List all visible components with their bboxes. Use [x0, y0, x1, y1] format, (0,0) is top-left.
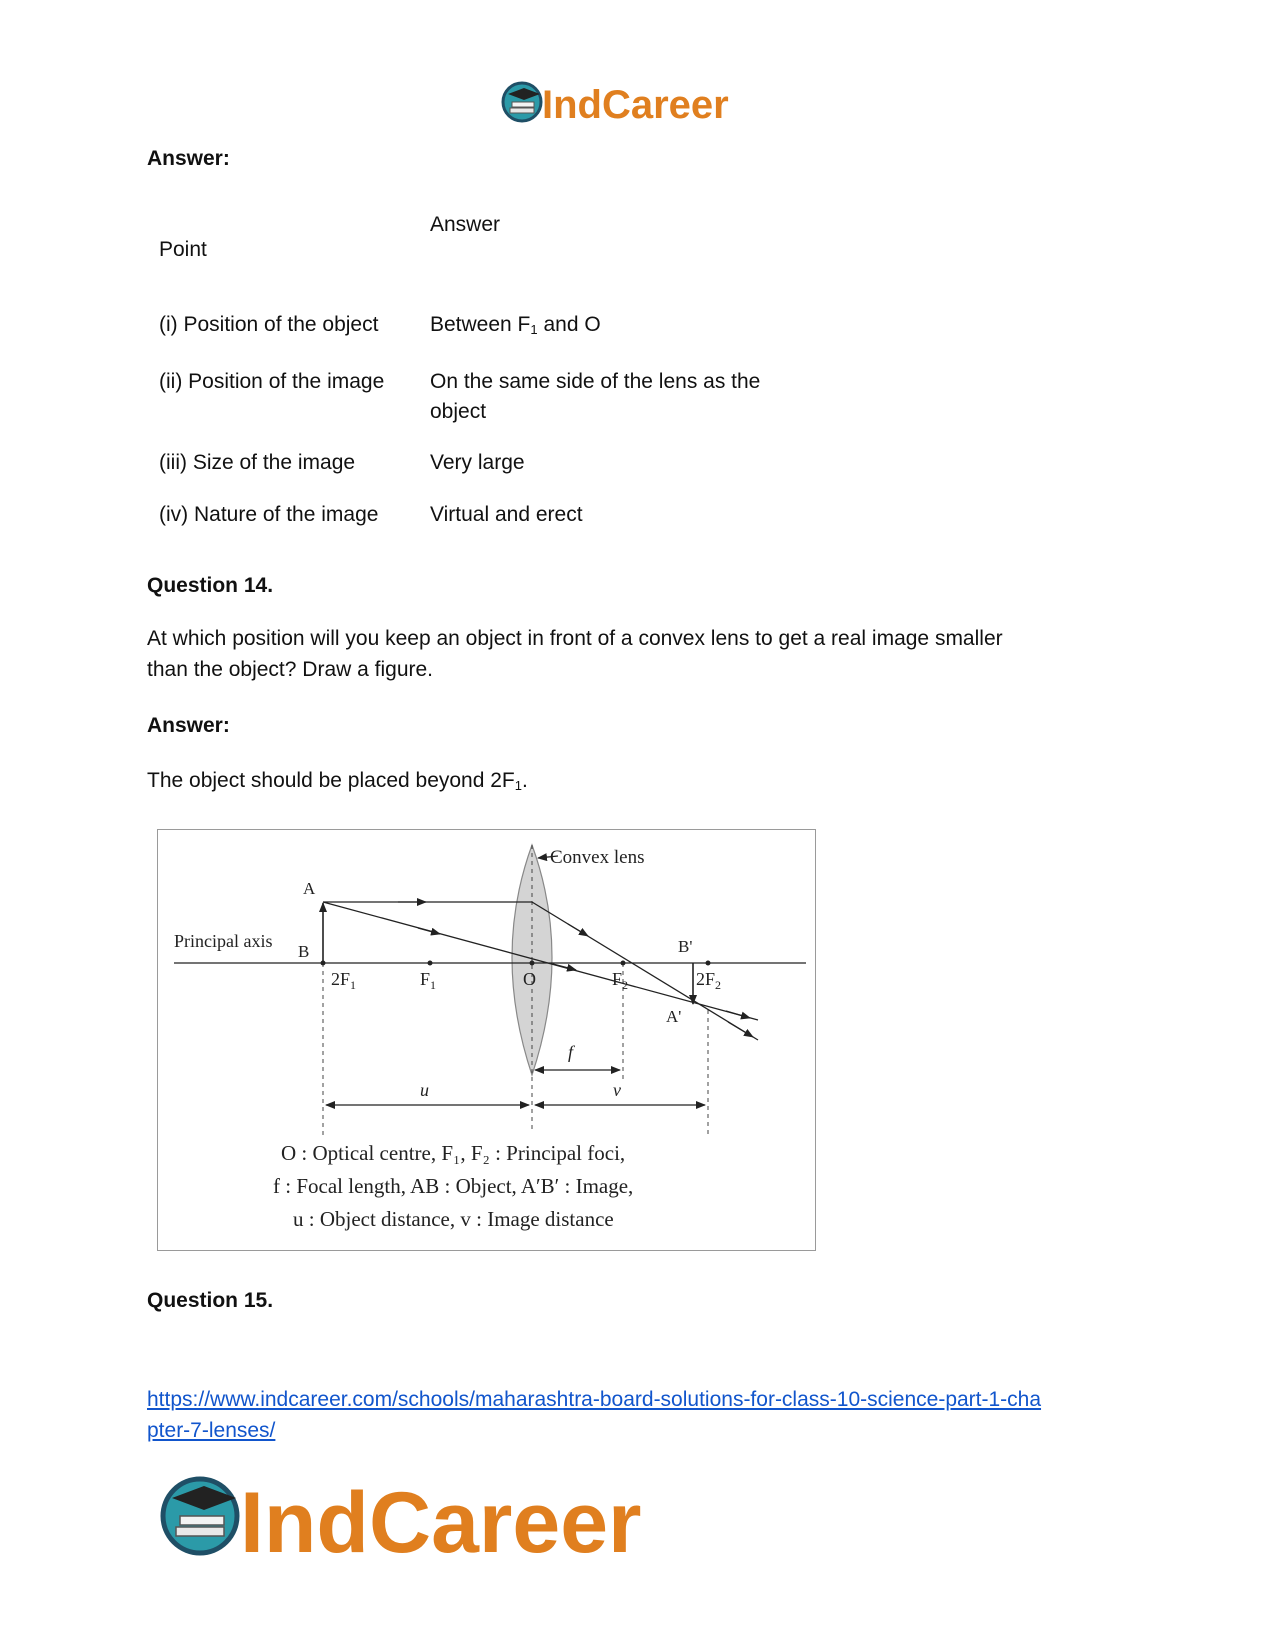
table-row-point: (iv) Nature of the image: [159, 503, 379, 526]
lens-label: Convex lens: [550, 847, 645, 868]
principal-axis-label: Principal axis: [174, 931, 273, 951]
point-b-label: B: [298, 942, 310, 961]
table-row-point: (i) Position of the object: [159, 313, 379, 336]
indcareer-logo-bottom: [160, 1468, 700, 1568]
figure-caption-line3: u : Object distance, v : Image distance: [293, 1207, 614, 1231]
label-o: O: [523, 969, 536, 989]
answer-14-text: The object should be placed beyond $2F_1$.: [147, 769, 528, 793]
table-row-answer: Very large: [430, 451, 525, 474]
label-2f1: $2F_1$: [331, 969, 357, 992]
indcareer-logo-top: [500, 80, 770, 130]
object-distance-label: u: [420, 1080, 429, 1100]
table-row-point: (iii) Size of the image: [159, 451, 356, 474]
table-header-point: Point: [159, 238, 207, 261]
question-14-text-line2: than the object? Draw a figure.: [147, 658, 434, 681]
label-2f2: $2F_2$: [696, 969, 722, 992]
question-14-heading: Question 14.: [147, 574, 274, 597]
point-b-prime-label: B': [678, 937, 693, 956]
question-15-heading: Question 15.: [147, 1289, 274, 1312]
figure-caption-line1: O : Optical centre, F₁, F₂ : Principal foci,: [281, 1141, 626, 1165]
table-header-answer: Answer: [430, 213, 501, 236]
answer-heading: Answer:: [147, 147, 230, 170]
brand-wordmark: IndCareer: [542, 83, 729, 127]
point-a-prime-label: A': [666, 1007, 682, 1026]
convex-lens-ray-diagram: [157, 829, 816, 1251]
footer-link-line2[interactable]: pter-7-lenses/: [147, 1419, 276, 1442]
label-f2: $F_2$: [612, 969, 629, 992]
answer-heading: Answer:: [147, 714, 230, 737]
footer-link[interactable]: [147, 1384, 1041, 1446]
table-row-answer: Between $F_1$ and O: [430, 313, 601, 337]
focal-length-label: f: [568, 1042, 574, 1062]
table-row-point: (ii) Position of the image: [159, 370, 385, 393]
footer-link-line1[interactable]: https://www.indcareer.com/schools/maharashtra-board-solutions-for-class-10-science-part-1-cha: [147, 1388, 1042, 1411]
label-f1: $F_1$: [420, 969, 437, 992]
brand-wordmark: IndCareer: [240, 1475, 642, 1568]
table-row-answer: On the same side of the lens as the: [430, 370, 761, 393]
table-row-answer: object: [430, 400, 487, 423]
question-14-text-line1: At which position will you keep an object in front of a convex lens to get a real image smaller: [147, 627, 1003, 650]
graduation-globe-icon: [503, 83, 541, 121]
image-distance-label: v: [613, 1080, 621, 1100]
figure-caption-line2: f : Focal length, AB : Object, A′B′ : Image,: [273, 1174, 634, 1198]
point-a-label: A: [303, 879, 316, 898]
table-row-answer: Virtual and erect: [430, 503, 583, 526]
graduation-globe-icon: [163, 1479, 237, 1553]
